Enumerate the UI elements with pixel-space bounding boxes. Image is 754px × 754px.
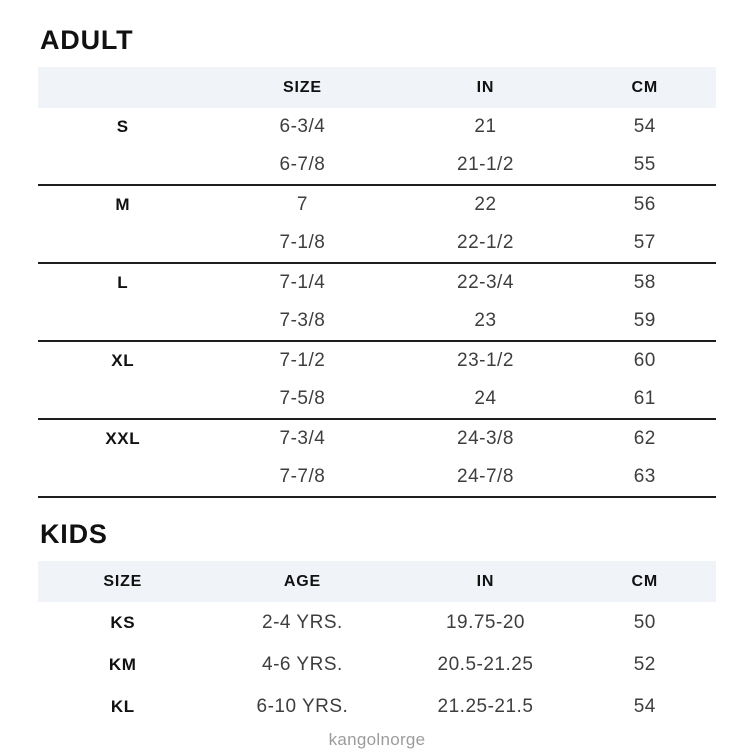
cell-size: 7-3/4 xyxy=(279,428,326,449)
kids-size-label: KS xyxy=(110,613,136,632)
cell-size: 7-1/2 xyxy=(279,350,326,371)
table-row xyxy=(38,185,716,224)
cell-cm: 63 xyxy=(574,458,716,497)
cell-cm: 55 xyxy=(574,146,716,185)
footer-brand-text: kangolnorge xyxy=(328,730,426,749)
table-row xyxy=(38,341,716,380)
adult-size-table xyxy=(38,67,716,498)
cell-age: 2-4 YRS. xyxy=(262,612,343,633)
cell-size: 7-1/4 xyxy=(279,272,326,293)
table-row xyxy=(38,458,716,497)
kids-section-title: KIDS xyxy=(40,519,108,549)
cell-in: 19.75-20 xyxy=(445,612,525,633)
cell-cm: 62 xyxy=(633,428,656,449)
cell-in: 22 xyxy=(474,194,497,215)
adult-size-label: S xyxy=(116,117,129,136)
cell-cm: 54 xyxy=(633,696,656,717)
table-row xyxy=(38,602,716,644)
cell-cm: 60 xyxy=(633,350,656,371)
kids-table-header-row xyxy=(38,561,716,602)
cell-cm: 50 xyxy=(633,612,656,633)
cell-size: 6-3/4 xyxy=(279,116,326,137)
table-row xyxy=(38,686,716,728)
cell-age: 4-6 YRS. xyxy=(262,654,343,675)
cell-in: 24-3/8 xyxy=(457,428,514,449)
cell-size: 7-1/8 xyxy=(208,224,398,263)
adult-header-blank xyxy=(38,67,208,108)
cell-in: 23-1/2 xyxy=(457,350,514,371)
cell-cm: 59 xyxy=(574,302,716,341)
adult-size-label: M xyxy=(115,195,131,214)
cell-cm: 61 xyxy=(574,380,716,419)
table-row xyxy=(38,263,716,302)
cell-in: 21.25-21.5 xyxy=(437,696,534,717)
cell-size: 7-3/8 xyxy=(208,302,398,341)
cell-in: 21 xyxy=(474,116,497,137)
table-row xyxy=(38,380,716,419)
cell-cm: 58 xyxy=(633,272,656,293)
cell-cm: 52 xyxy=(633,654,656,675)
cell-cm: 57 xyxy=(574,224,716,263)
adult-size-label: XXL xyxy=(105,429,141,448)
adult-size-label-empty xyxy=(38,380,208,419)
kids-size-label: KM xyxy=(108,655,137,674)
table-row xyxy=(38,644,716,686)
adult-header-cm: CM xyxy=(574,67,716,108)
table-row xyxy=(38,224,716,263)
table-row xyxy=(38,302,716,341)
cell-in: 21-1/2 xyxy=(397,146,573,185)
cell-in: 22-3/4 xyxy=(457,272,514,293)
adult-size-label-empty xyxy=(38,302,208,341)
kids-header-cm: CM xyxy=(574,561,716,602)
table-row xyxy=(38,108,716,146)
cell-in: 20.5-21.25 xyxy=(437,654,534,675)
cell-in: 24 xyxy=(397,380,573,419)
kids-header-age: AGE xyxy=(208,561,398,602)
kids-size-table xyxy=(38,561,716,728)
kids-size-label: KL xyxy=(110,697,135,716)
cell-in: 23 xyxy=(397,302,573,341)
adult-size-label: L xyxy=(117,273,129,292)
adult-size-label: XL xyxy=(111,351,135,370)
adult-table-header-row xyxy=(38,67,716,108)
cell-cm: 54 xyxy=(633,116,656,137)
adult-size-label-empty xyxy=(38,458,208,497)
table-row xyxy=(38,419,716,458)
cell-size: 7-7/8 xyxy=(208,458,398,497)
adult-size-label-empty xyxy=(38,224,208,263)
cell-in: 24-7/8 xyxy=(397,458,573,497)
kids-header-in: IN xyxy=(397,561,573,602)
kids-header-size: SIZE xyxy=(38,561,208,602)
table-row xyxy=(38,146,716,185)
adult-size-label-empty xyxy=(38,146,208,185)
cell-size: 7 xyxy=(296,194,308,215)
cell-size: 7-5/8 xyxy=(208,380,398,419)
cell-size: 6-7/8 xyxy=(208,146,398,185)
adult-section-title: ADULT xyxy=(40,25,134,55)
cell-in: 22-1/2 xyxy=(397,224,573,263)
cell-age: 6-10 YRS. xyxy=(256,696,349,717)
adult-header-size: SIZE xyxy=(208,67,398,108)
cell-cm: 56 xyxy=(633,194,656,215)
adult-header-in: IN xyxy=(397,67,573,108)
